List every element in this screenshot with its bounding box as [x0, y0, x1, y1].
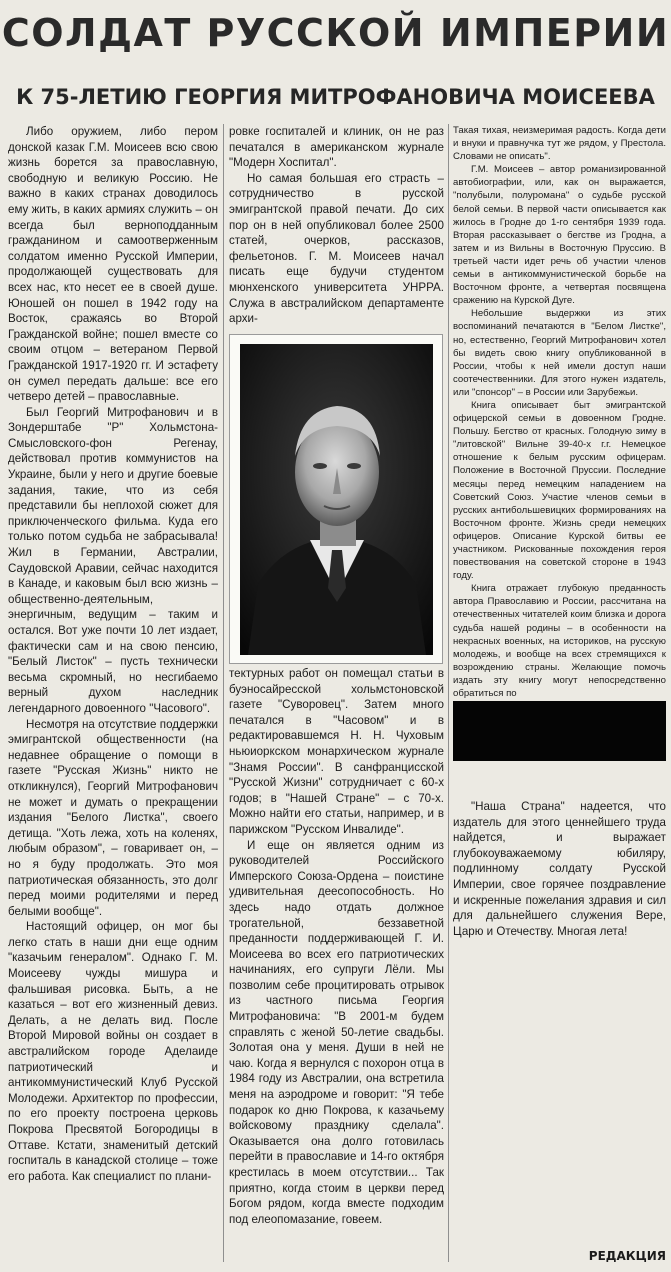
masthead — [0, 0, 671, 66]
paragraph: Либо оружием, либо пером донской казак Г.М. Моисеев всю свою жизнь борется за православную, свободную и великую Россию. Не важно в каких странах доводилось ему жить, в каких армиях служить – он всегда был верноподданным гражданином и самоотверженным солдатом именно Русской Империи, продолжающей существовать для всех нас, кто несет ее в своей душе. Юношей он пошел в 1942 году на Восток, сражаясь во Второй Гражданской войне; пошел вместе со своим отцом – ветераном Первой Гражданской 1917-1920 гг. И эстафету он сумел передать дальше: все его четверо детей – православные. — [8, 125, 218, 404]
portrait-image — [240, 344, 433, 655]
portrait-photo — [240, 344, 433, 655]
paragraph: Несмотря на отсутствие поддержки эмигрантской общественности (на недавнее обращение о помощи в газете "Русская Жизнь" никто не откликнулся), Георгий Митрофанович не может и думать о прекращении издания "Белого Листка", своего детища. "Хоть лежа, хоть на коленях, любым образом", – говаривает он, – но я буду продолжать. Это моя патриотическая обязанность, это долг перед моими родителями и перед белыми вообще". — [8, 717, 218, 918]
paragraph: "Наша Страна" надеется, что издатель для этого ценнейшего труда найдется, и выражает глубокоуважаемому юбиляру, подлинному солдату Русской Империи, свое горячее поздравление и искренные пожелания здравия и сил для дальнейшего служения Вере, Царю и Отечеству. Многая лета! — [453, 800, 666, 938]
article-headline-text: К 75-ЛЕТИЮ ГЕОРГИЯ МИТРОФАНОВИЧА МОИСЕЕВА — [16, 85, 655, 109]
paragraph: Книга отражает глубокую преданность автора Православию и России, рассчитана на отечественных читателей коим близка и дорога судьба нашей родины – в особенности на некрасных военных, на историков, на русскую молодежь, и вообще на всех стремящихся к возрождению страны. Желающие помочь издать эту книгу могут непосредственно обратиться по — [453, 583, 666, 699]
column-rule — [223, 124, 224, 1262]
paragraph: Но самая большая его страсть – сотрудничество в русской эмигрантской правой печати. До сих пор он в ней опубликовал более 2500 статей, очерков, рассказов, фельетонов. Г. М. Моисеев начал писать еще будучи студентом мюнхенского университета УНРРА. Служа в австралийском департаменте архи- — [229, 171, 444, 326]
article-column-2-top — [229, 124, 444, 332]
paragraph: Книга описывает быт эмигрантской офицерской семьи в довоенном Гродне. Польшу. Бегство от красных. Голодную зиму в "литовской" Вильне 39-40-х г.г. Немецкое отношение к белым русским офицерам. Положение в Восточной Пруссии. Последние месяцы перед немецким нападением на Советский Союз. Участие членов семьи в русских антибольшевицких формированиях на Восточном фронте. Жизнь среди немецких офицеров. Описание Курской битвы ее участником. Рискованные похождения героя повествования на советской стороне в 1943 году. — [453, 399, 666, 582]
portrait-photo-frame — [229, 334, 443, 664]
article-headline — [0, 76, 671, 118]
article-column-2-bottom — [229, 666, 444, 1262]
paragraph: Небольшие выдержки из этих воспоминаний печатаются в "Белом Листке", но, естественно, Георгий Митрофанович хотел бы видеть свою книгу опубликованной в России, чтобы к ней имели доступ наши соотечественники. Для этого нужен издатель, или "спонсор" – в России или Зарубежьи. — [453, 308, 666, 398]
paragraph: Г.М. Моисеев – автор романизированной автобиографии, или, как он выражается, "полубыли, полуромана" о судьбе русской белой семьи. В первой части описывается как жилось в Гродне до 1-го сентября 1939 года. Вторая рассказывает о бегстве из Гродна, а затем и из Вильны в Восточную Пруссию. В третьей части идет речь об участии членов семьи в антикоммунистической борьбе на Восточном фронте, а четвертая посвящена сражению на Курской Дуге. — [453, 164, 666, 307]
paragraph: Настоящий офицер, он мог бы легко стать в наши дни еще одним "казачьим генералом". Однако Г. М. Моисееву чужды мишура и фальшивая рисовка. Быть, а не казаться – вот его жизненный девиз. Делать, а не делать вид. После Второй Мировой войны он создает в австралийском городе Аделаиде патриотический и антикоммунистический Клуб Русской Молодежи. Архитектор по профессии, по его проекту построена церковь Покрова Пресвятой Богородицы в Оттаве. Кстати, знаменитый детский госпиталь в канадской столице – тоже его работа. Как специалист по плани- — [8, 920, 218, 1183]
article-column-3 — [453, 124, 666, 699]
signature: РЕДАКЦИЯ — [588, 1249, 666, 1263]
paragraph: тектурных работ он помещал статьи в буэносайресской хольмстоновской газете "Суворовец". Затем много печатался в "Часовом" и в редактировавшемся Н. Н. Чуховым ньюиоркском монархическом журнале "Знамя России". В санфранцисской "Русской Жизни" сотрудничает с 60-х годов; в "Нашей Стране" – с 70-х. Можно найти его статьи, например, и в парижском "Русском Инвалиде". — [229, 667, 444, 836]
column-rule — [448, 124, 449, 1262]
paragraph: Такая тихая, неизмеримая радость. Когда дети и внуки и правнучка тут же рядом, у Престола. Словами не описать". — [453, 125, 666, 163]
article-column-3-closing — [453, 799, 666, 1239]
masthead-title: СОЛДАТ РУССКОЙ ИМПЕРИИ — [1, 11, 670, 55]
paragraph: Был Георгий Митрофанович и в Зондерштабе "Р" Хольмстона-Смысловского-фон Регенау, действовал против коммунистов на Украине, были у него и другие боевые задания, такие, что из себя представили бы неплохой сюжет для приключенческого фильма. Куда его только потом судьба не забрасывала! Жил в Германии, Австралии, Саудовской Аравии, сейчас находится в Канаде, и каковым был всю жизнь – общественно-деятельным, энергичным, ведущим – таким и остался. Вот уже почти 10 лет издает, фактически сам и на свою пенсию, "Белый Листок" – пусть технически весьма скромный, но несгибаемо верный духом наследник легендарного довоенного "Часового". — [8, 405, 218, 715]
paragraph: ровке госпиталей и клиник, он не раз печатался в американском журнале "Модерн Хоспитал". — [229, 125, 444, 170]
redacted-address-line — [625, 701, 666, 715]
article-column-1 — [8, 124, 218, 1262]
paragraph: И еще он является одним из руководителей Российского Имперского Союза-Ордена – поистине удивительная деесопособность. Но здесь надо отдать должное трогательной, беззаветной преданности поддерживающей Г. И. Моисеева во всех его патриотических начинаниях, его супруги Лёли. Мы позволим себе процитировать отрывок из частного письма Георгия Митрофановича: "В 2001-м будем справлять с женой 50-летие свадьбы. Золотая она у меня. Души в ней не чаю. Когда я вернулся с похорон отца в 1984 году из Австралии, она встретила меня на аэродроме и говорит: "Я тебе подарок ко дню Покрова, к казачьему войсковому празднику сделала". Оказывается она долго готовилась перейти в православие и 14-го октября крестилась в моем отсутствии... Так приятно, когда стоим в церкви перед Богом рядом, когда вместе подходим под елеопомазание, говеем. — [229, 838, 444, 1226]
